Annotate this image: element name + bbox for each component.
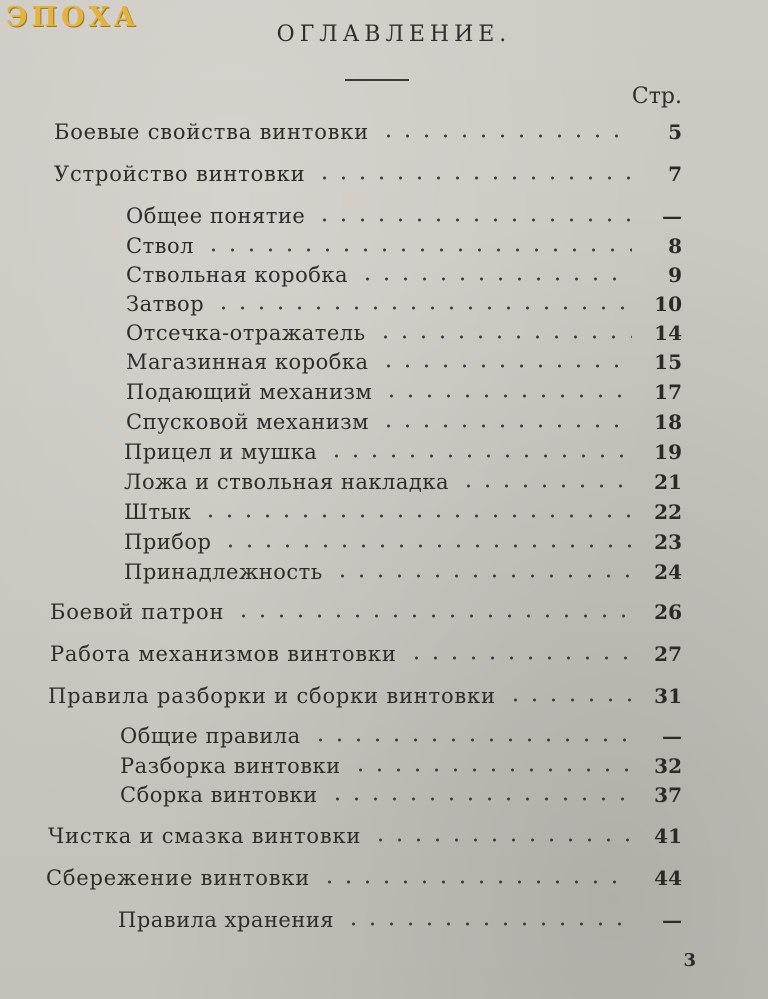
toc-entry[interactable] — [126, 226, 682, 258]
leader-dots — [221, 544, 632, 548]
toc-entry[interactable] — [124, 432, 682, 464]
page-number: 3 — [683, 950, 696, 971]
toc-entry-page: 17 — [654, 380, 682, 404]
toc-entry-page: — — [662, 204, 682, 228]
toc-entry[interactable] — [46, 858, 682, 890]
toc-entry-page: 8 — [668, 234, 682, 258]
leader-dots — [201, 514, 632, 518]
toc-entry-label: Ложа и ствольная накладка — [124, 470, 449, 494]
leader-dots — [315, 218, 632, 222]
page-title: ОГЛАВЛЕНИЕ. — [276, 22, 512, 47]
toc-entry-page: 14 — [654, 321, 682, 345]
toc-entry-page: 37 — [654, 783, 682, 807]
leader-dots — [234, 614, 632, 618]
toc-entry[interactable] — [126, 342, 682, 374]
leader-dots — [328, 797, 632, 801]
toc-entry-page: 15 — [654, 350, 682, 374]
toc-entry[interactable] — [54, 112, 682, 144]
toc-entry-label: Чистка и смазка винтовки — [48, 824, 362, 848]
toc-entry[interactable] — [54, 154, 682, 186]
toc-entry-page: 9 — [668, 263, 682, 287]
toc-entry-page: 31 — [654, 684, 682, 708]
toc-entry-page: 18 — [654, 410, 682, 434]
toc-entry-label: Общие правила — [120, 724, 301, 748]
leader-dots — [204, 248, 632, 252]
toc-entry[interactable] — [126, 284, 682, 316]
toc-entry[interactable] — [118, 900, 682, 932]
toc-entry-label: Ствольная коробка — [126, 263, 349, 287]
toc-entry[interactable] — [124, 492, 682, 524]
watermark-logo: ЭПОХА — [6, 2, 140, 33]
toc-entry-page: 19 — [654, 440, 682, 464]
leader-dots — [459, 484, 632, 488]
toc-entry[interactable] — [120, 716, 682, 748]
toc-entry-page: — — [662, 908, 682, 932]
toc-entry[interactable] — [124, 552, 682, 584]
toc-entry-page: 26 — [654, 600, 682, 624]
leader-dots — [382, 394, 632, 398]
toc-entry[interactable] — [126, 402, 682, 434]
leader-dots — [333, 574, 632, 578]
toc-entry-label: Боевой патрон — [50, 600, 225, 624]
leader-dots — [311, 738, 632, 742]
toc-entry-label: Затвор — [126, 292, 205, 316]
toc-entry-label: Сбережение винтовки — [46, 866, 311, 890]
toc-entry-label: Принадлежность — [124, 560, 323, 584]
toc-entry-page: 41 — [654, 824, 682, 848]
leader-dots — [379, 424, 632, 428]
toc-entry[interactable] — [48, 676, 682, 708]
toc-entry-label: Правила хранения — [118, 908, 335, 932]
leader-dots — [214, 306, 632, 310]
toc-entry-label: Работа механизмов винтовки — [50, 642, 397, 666]
toc-entry[interactable] — [126, 196, 682, 228]
toc-entry-label: Прибор — [124, 530, 212, 554]
toc-entry-label: Спусковой механизм — [126, 410, 369, 434]
toc-entry[interactable] — [120, 775, 682, 807]
leader-dots — [315, 176, 632, 180]
toc-entry-label: Подающий механизм — [126, 380, 373, 404]
toc-entry-page: 27 — [654, 642, 682, 666]
toc-entry-page: 44 — [654, 866, 682, 890]
toc-entry[interactable] — [126, 313, 682, 345]
toc-entry-label: Сборка винтовки — [120, 783, 318, 807]
leader-dots — [358, 277, 632, 281]
leader-dots — [407, 656, 632, 660]
toc-entry[interactable] — [124, 522, 682, 554]
toc-entry-page: 5 — [668, 120, 682, 144]
leader-dots — [351, 768, 632, 772]
page-column-header: Стр. — [631, 84, 682, 109]
toc-entry-label: Ствол — [126, 234, 194, 258]
leader-dots — [320, 880, 632, 884]
toc-entry-page: — — [662, 724, 682, 748]
leader-dots — [379, 134, 632, 138]
toc-entry-label: Устройство винтовки — [54, 162, 306, 186]
toc-entry[interactable] — [50, 634, 682, 666]
title-divider — [345, 79, 409, 81]
toc-entry-label: Общее понятие — [126, 204, 306, 228]
leader-dots — [379, 364, 632, 368]
toc-entry-label: Магазинная коробка — [126, 350, 369, 374]
toc-entry[interactable] — [126, 372, 682, 404]
leader-dots — [371, 838, 632, 842]
leader-dots — [506, 698, 632, 702]
toc-entry-label: Правила разборки и сборки винтовки — [48, 684, 496, 708]
toc-entry[interactable] — [120, 746, 682, 778]
toc-entry[interactable] — [126, 255, 682, 287]
toc-entry[interactable] — [124, 462, 682, 494]
toc-entry-label: Отсечка-отражатель — [126, 321, 366, 345]
toc-entry-page: 10 — [654, 292, 682, 316]
toc-entry-page: 7 — [668, 162, 682, 186]
leader-dots — [344, 922, 632, 926]
toc-entry-page: 22 — [654, 500, 682, 524]
toc-entry[interactable] — [50, 592, 682, 624]
toc-entry-label: Штык — [124, 500, 192, 524]
toc-entry-label: Прицел и мушка — [124, 440, 318, 464]
toc-entry-page: 21 — [654, 470, 682, 494]
toc-entry-page: 32 — [654, 754, 682, 778]
toc-entry-page: 23 — [654, 530, 682, 554]
toc-entry-label: Боевые свойства винтовки — [54, 120, 369, 144]
leader-dots — [327, 454, 632, 458]
toc-entry-label: Разборка винтовки — [120, 754, 341, 778]
toc-entry[interactable] — [48, 816, 682, 848]
leader-dots — [376, 335, 632, 339]
toc-entry-page: 24 — [654, 560, 682, 584]
